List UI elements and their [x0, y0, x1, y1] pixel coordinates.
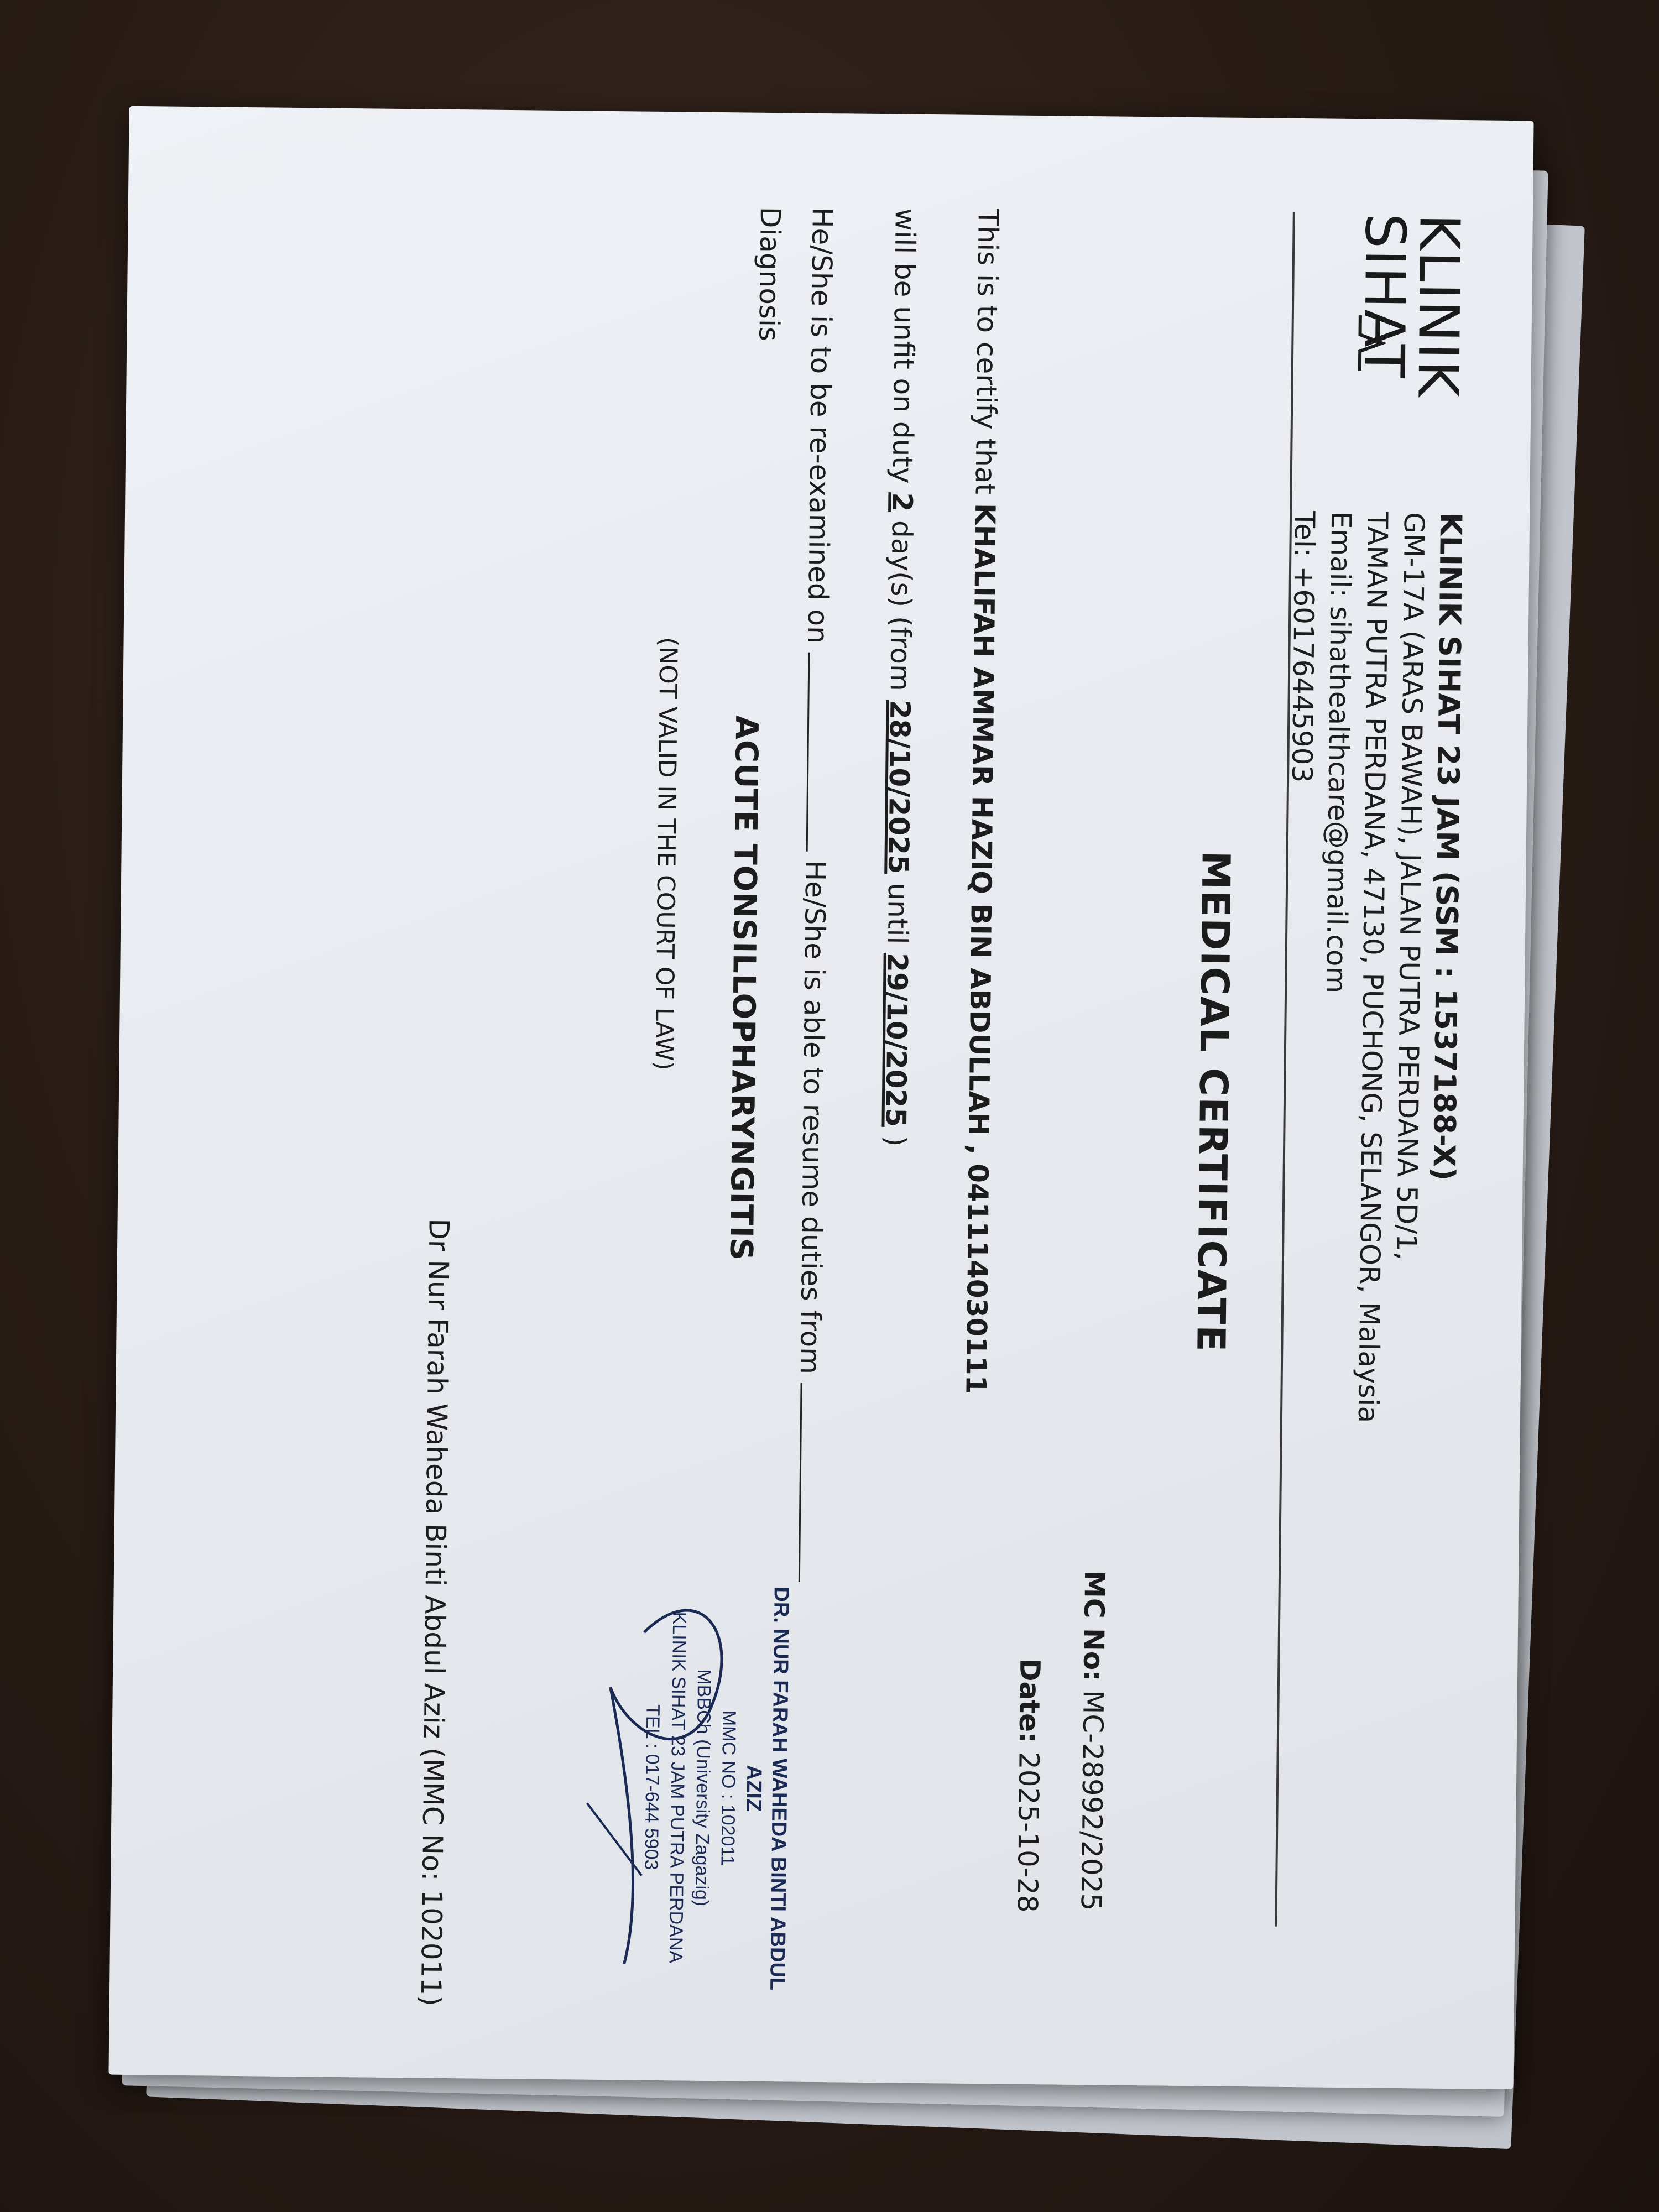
stamp-tel: TEL : 017-644 5903: [640, 1704, 664, 1870]
certificate-paper: [108, 106, 1533, 2089]
unfit-days: 2: [886, 492, 919, 512]
document-title: MEDICAL CERTIFICATE: [1188, 851, 1239, 1353]
reexam-label: He/She is to be re-examined on: [801, 207, 838, 644]
mc-date-value: 2025-10-28: [1011, 1751, 1045, 1913]
logo-line-1: KLINIK: [1405, 213, 1472, 398]
clinic-header: [1271, 511, 1469, 2006]
unfit-until-label: until: [881, 883, 915, 945]
reexam-blank: [806, 653, 816, 852]
doctor-stamp: [637, 1577, 794, 1999]
certificate-content: [137, 145, 1506, 2050]
court-validity-note: (NOT VALID IN THE COURT OF LAW): [649, 637, 682, 1071]
patient-id: 041114030111: [959, 1163, 994, 1395]
clinic-address-line-2: TAMAN PUTRA PERDANA, 47130, PUCHONG, SELANGOR, Malaysia: [1352, 512, 1394, 1423]
logo-swoosh-icon: [1354, 312, 1399, 374]
unfit-close: ): [879, 1135, 912, 1147]
stamp-doctor-name: DR. NUR FARAH WAHEDA BINTI ABDUL AZIZ: [742, 1587, 793, 1991]
diagnosis-value: ACUTE TONSILLOPHARYNGITIS: [722, 715, 765, 1261]
clinic-logo: [1337, 212, 1472, 413]
patient-separator: ,: [962, 1144, 995, 1155]
patient-name: KHALIFAH AMMAR HAZIQ BIN ABDULLAH: [962, 503, 1001, 1136]
unfit-until-date: 29/10/2025: [879, 952, 914, 1128]
clinic-address-line-1: GM-17A (ARAS BAWAH), JALAN PUTRA PERDANA 5D/1,: [1390, 512, 1431, 1261]
stamp-clinic: KLINIK SIHAT 23 JAM PUTRA PERDANA: [665, 1611, 690, 1964]
stamp-qualification: MBBCh (University Zagazig): [691, 1669, 715, 1907]
mc-number-label: MC No:: [1077, 1570, 1111, 1682]
unfit-from-date: 28/10/2025: [882, 700, 916, 874]
unfit-prefix: will be unfit on duty: [886, 208, 921, 484]
mc-number-value: MC-28992/2025: [1074, 1689, 1109, 1911]
mc-number-row: [1059, 1571, 1126, 1914]
resume-label: He/She is able to resume duties from: [794, 860, 832, 1375]
clinic-email: Email: sihathealthcare@gmail.com: [1320, 511, 1358, 994]
certify-prefix: This is to certify that: [969, 208, 1004, 495]
clinic-tel: Tel: +60176445903: [1286, 510, 1321, 783]
clinic-name: KLINIK SIHAT 23 JAM (SSM : 1537188-X): [1426, 512, 1469, 1181]
stamp-mmc: MMC NO : 102011: [717, 1710, 740, 1866]
mc-date-label: Date:: [1013, 1658, 1046, 1744]
diagnosis-label: Diagnosis: [753, 206, 786, 342]
unfit-days-suffix: day(s) (from: [884, 520, 918, 692]
logo-line-2: SIHAT: [1351, 212, 1418, 380]
resume-blank: [799, 1383, 808, 1582]
doctor-signature-line: Dr Nur Farah Waheda Binti Abdul Aziz (MMC No: 102011): [414, 1218, 455, 2006]
